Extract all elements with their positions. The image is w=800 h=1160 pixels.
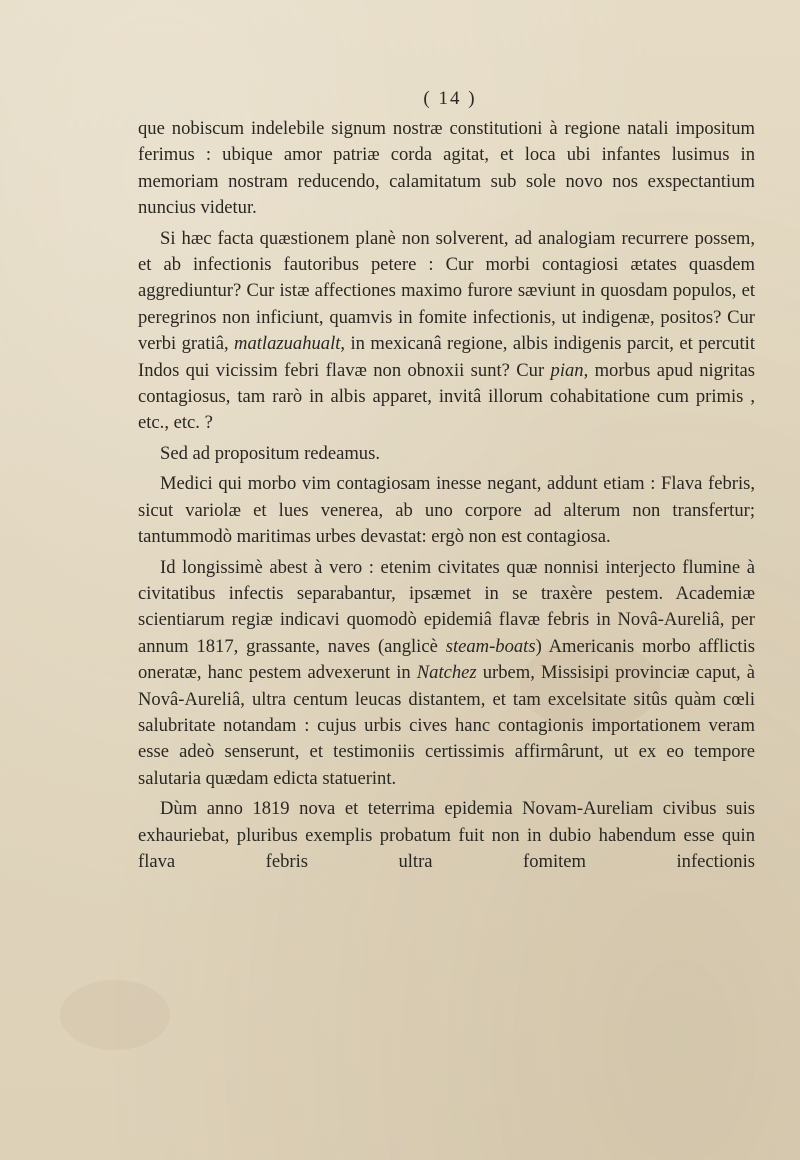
body-text [138,116,755,879]
paper-stain [60,980,170,1050]
italic-term: steam-boats [445,635,536,657]
paragraph [138,471,755,550]
italic-term: pian [550,359,584,381]
paragraph [138,796,755,875]
paragraph-text: urbem, Missisipi provinciæ caput, à Novâ-Aureliâ, ultra centum leucas distantem, et tam excelsitate sitûs quàm cœli salubritate notandam : cujus urbis cives hanc contagionis importationem veram esse adeò senserunt, et testimoniis certissimis affirmârunt, ut ex eo tempore salutaria quædam edicta statuerint. [138,662,755,789]
paragraph-text: ) Americanis morbo afflictis oneratæ, hanc pestem advexerunt in [138,635,755,684]
paragraph-text: Dùm anno 1819 nova et teterrima epidemia Novam-Aureliam civibus suis exhauriebat, pluribus exemplis probatum fuit non in dubio habendum esse quin flava febris ultra fomitem infectionis [138,798,755,872]
page-number: ( 14 ) [423,88,477,109]
paragraph-text: Sed ad propositum redeamus. [160,442,380,464]
italic-term: matlazuahualt [234,333,341,355]
paragraph-text: Id longissimè abest à vero : etenim civitates quæ nonnisi interjecto flumine à civitatibus infectis separabantur, ipsæmet in se traxère pestem. Academiæ scientiarum regiæ indicavi quomodò epidemiâ flavæ febris in Novâ-Aureliâ, per annum 1817, grassante, naves (anglicè [138,556,755,657]
paragraph [138,226,755,437]
paragraph-text: Medici qui morbo vim contagiosam inesse negant, addunt etiam : Flava febris, sicut variolæ et lues venerea, ab uno corpore ad alterum non transfertur; tantummodò maritimas urbes devastat: ergò non est contagiosa. [138,473,755,548]
paragraph-text: que nobiscum indelebile signum nostræ constitutioni à regione natali impositum ferimus : ubique amor patriæ corda agitat, et loca ubi infantes lusimus in memoriam nostram reducendo, calamitatum sub sole novo nos exspectantium nuncius videtur. [138,118,755,219]
paragraph-text: , in mexicanâ regione, albis indigenis parcit, et percutit Indos qui vicissim febri flavæ non obnoxii sunt? Cur [138,333,755,381]
paragraph-text: Si hæc facta quæstionem planè non solverent, ad analogiam recurrere possem, et ab infectionis fautoribus petere : Cur morbi contagiosi ætates quasdem aggrediuntur? Cur istæ affectiones maximo furore sæviunt in quosdam populos, et peregrinos non inficiunt, quamvis in fomite infectionis, ut indigenæ, positos? Cur verbi gratiâ, [138,227,755,355]
paragraph-text: , morbus apud nigritas contagiosus, tam rarò in albis apparet, invitâ illorum cohabitatione cum primis , etc., etc. ? [138,359,755,434]
paragraph [138,555,755,793]
italic-term: Natchez [416,662,477,684]
paragraph [138,116,755,222]
paragraph [138,441,755,467]
